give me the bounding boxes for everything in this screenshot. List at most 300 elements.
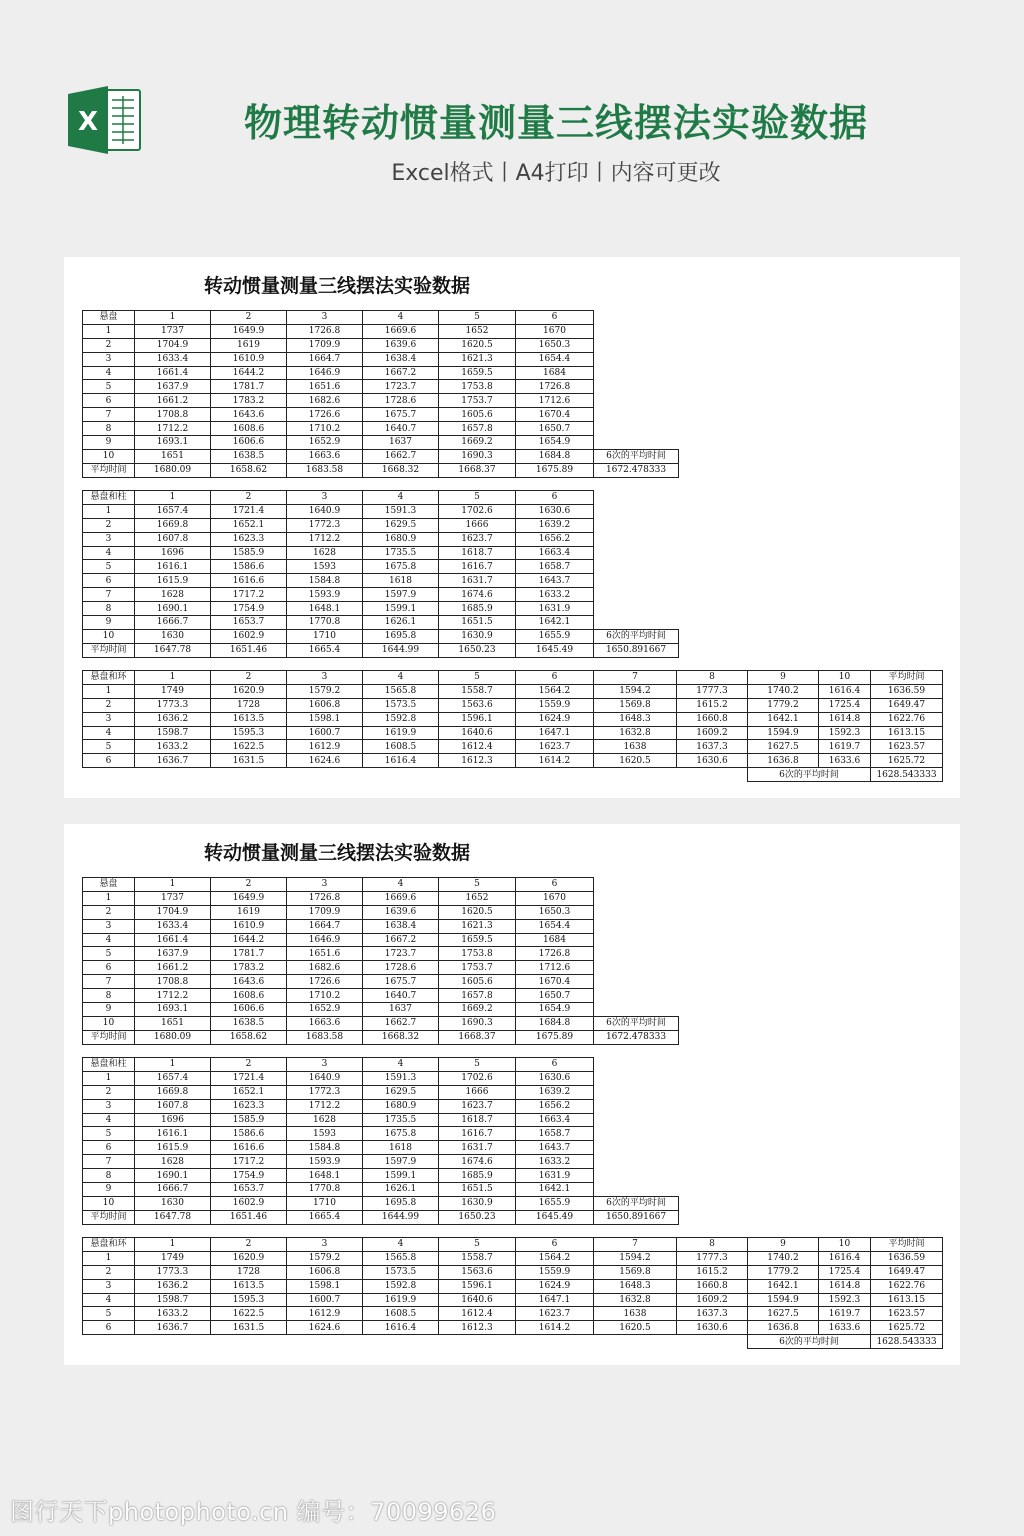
table-cell: 1680.9 <box>363 532 439 546</box>
column-header: 5 <box>439 1058 516 1072</box>
table-cell: 1655.9 <box>516 1196 594 1210</box>
column-header: 4 <box>363 311 439 325</box>
table-cell: 1643.7 <box>516 1141 594 1155</box>
table-row <box>83 1127 679 1141</box>
table-row <box>83 1251 943 1265</box>
table-cell: 1675.7 <box>363 408 439 422</box>
column-header: 4 <box>363 1058 439 1072</box>
table-cell: 1669.2 <box>439 1003 516 1017</box>
table-cell: 1630 <box>135 629 211 643</box>
table-cell: 1584.8 <box>287 574 363 588</box>
table-row <box>83 366 679 380</box>
table-cell: 1618 <box>363 574 439 588</box>
table-cell: 1642.1 <box>516 1183 594 1197</box>
table-row <box>83 518 679 532</box>
column-header: 4 <box>363 491 439 505</box>
table-cell: 1636.7 <box>135 1321 211 1335</box>
average-cell: 1658.62 <box>211 1030 287 1044</box>
table-cell: 1639.6 <box>363 905 439 919</box>
table-cell: 1693.1 <box>135 1003 211 1017</box>
table-cell: 1685.9 <box>439 1169 516 1183</box>
table-cell: 1579.2 <box>287 1251 363 1265</box>
table-row <box>83 712 943 726</box>
average-value: 1650.891667 <box>594 643 679 657</box>
average-cell: 1668.37 <box>439 463 516 477</box>
table-cell: 1690.3 <box>439 1016 516 1030</box>
table-cell: 1631.7 <box>439 1141 516 1155</box>
table-cell: 1627.5 <box>748 740 819 754</box>
table-cell: 1636.2 <box>135 712 211 726</box>
table-cell: 1652.1 <box>211 518 287 532</box>
table-row <box>83 975 679 989</box>
table-cell: 1630.6 <box>677 1321 748 1335</box>
table-cell: 1781.7 <box>211 380 287 394</box>
table-cell: 1595.3 <box>211 726 287 740</box>
table-cell: 1596.1 <box>439 712 516 726</box>
column-header: 3 <box>287 1058 363 1072</box>
table-row <box>83 504 679 518</box>
table-row <box>83 352 679 366</box>
table-cell: 1661.2 <box>135 394 211 408</box>
table-cell: 1643.7 <box>516 574 594 588</box>
table-cell: 1600.7 <box>287 726 363 740</box>
table-cell: 1623.7 <box>516 1307 594 1321</box>
table-cell: 1648.3 <box>594 712 677 726</box>
column-header: 1 <box>135 1238 211 1252</box>
table-cell: 1723.7 <box>363 947 439 961</box>
table-cell: 1605.6 <box>439 975 516 989</box>
table-cell: 1726.6 <box>287 975 363 989</box>
table-cell: 1631.7 <box>439 574 516 588</box>
table-row <box>83 629 679 643</box>
table-cell: 1657.8 <box>439 422 516 436</box>
empty-cell <box>594 602 679 616</box>
sheet-preview-2 <box>64 824 960 1365</box>
table-cell: 7 <box>83 1155 135 1169</box>
table-cell: 1607.8 <box>135 1099 211 1113</box>
empty-cell <box>594 1071 679 1085</box>
table-cell: 1612.3 <box>439 1321 516 1335</box>
table-cell: 1781.7 <box>211 947 287 961</box>
table-cell: 1602.9 <box>211 629 287 643</box>
table-cell: 1600.7 <box>287 1293 363 1307</box>
table-cell: 1640.9 <box>287 1071 363 1085</box>
table-cell: 1696 <box>135 546 211 560</box>
table-cell: 3 <box>83 532 135 546</box>
table-row <box>83 989 679 1003</box>
table-cell: 1636.2 <box>135 1279 211 1293</box>
table-cell: 1777.3 <box>677 1251 748 1265</box>
table-row <box>83 532 679 546</box>
column-header: 2 <box>211 1238 287 1252</box>
empty-cell <box>594 588 679 602</box>
sheet-title: 转动惯量测量三线摆法实验数据 <box>203 275 470 297</box>
empty-cell <box>439 1335 516 1349</box>
table-cell: 1726.6 <box>287 408 363 422</box>
table-cell: 1608.6 <box>211 422 287 436</box>
table-cell: 1666 <box>439 518 516 532</box>
table-cell: 1753.8 <box>439 380 516 394</box>
table-cell: 1696 <box>135 1113 211 1127</box>
table-cell: 1620.9 <box>211 1251 287 1265</box>
table-cell: 1648.1 <box>287 602 363 616</box>
table-cell: 1638.4 <box>363 919 439 933</box>
table-cell: 1628 <box>287 546 363 560</box>
table-cell: 1749 <box>135 1251 211 1265</box>
table-row <box>83 1016 679 1030</box>
table-row <box>83 684 943 698</box>
table-cell: 1591.3 <box>363 1071 439 1085</box>
table-cell: 1638.5 <box>211 449 287 463</box>
table-cell: 1631.9 <box>516 602 594 616</box>
empty-cell <box>594 1335 677 1349</box>
empty-cell <box>677 768 748 782</box>
table-cell: 1 <box>83 1251 135 1265</box>
table-cell: 9 <box>83 436 135 450</box>
table-cell: 1616.6 <box>211 574 287 588</box>
table-cell: 1772.3 <box>287 518 363 532</box>
table-cell: 1643.6 <box>211 408 287 422</box>
column-header: 10 <box>819 671 871 685</box>
average-cell: 1668.32 <box>363 463 439 477</box>
empty-cell <box>594 1058 679 1072</box>
table-cell: 1670 <box>516 324 594 338</box>
table-cell: 1712.2 <box>287 1099 363 1113</box>
table-cell: 1632.8 <box>594 726 677 740</box>
table-cell: 1559.9 <box>516 1265 594 1279</box>
table-cell: 4 <box>83 933 135 947</box>
table-cell: 1670.4 <box>516 408 594 422</box>
table-row <box>83 602 679 616</box>
empty-cell <box>594 1113 679 1127</box>
table-cell: 1695.8 <box>363 629 439 643</box>
empty-cell <box>594 919 679 933</box>
table-cell: 1640.7 <box>363 422 439 436</box>
table-cell: 1615.9 <box>135 1141 211 1155</box>
average-label: 6次的平均时间 <box>594 1196 679 1210</box>
table-cell: 1623.7 <box>439 532 516 546</box>
empty-cell <box>594 1003 679 1017</box>
table-row <box>83 1293 943 1307</box>
table-cell: 1642.1 <box>748 1279 819 1293</box>
column-header: 悬盘和柱 <box>83 491 135 505</box>
table-cell: 1663.4 <box>516 1113 594 1127</box>
table-cell: 1663.6 <box>287 1016 363 1030</box>
table-cell: 3 <box>83 712 135 726</box>
table-row <box>83 1071 679 1085</box>
average-cell: 1645.49 <box>516 643 594 657</box>
table-cell: 1753.7 <box>439 961 516 975</box>
table-cell: 1606.8 <box>287 1265 363 1279</box>
watermark: 图行天下photophoto.cn 编号：70099626 <box>10 1498 497 1526</box>
table-cell: 1628 <box>135 1155 211 1169</box>
column-header: 1 <box>135 491 211 505</box>
table-cell: 1721.4 <box>211 504 287 518</box>
table-cell: 4 <box>83 726 135 740</box>
table-row <box>83 380 679 394</box>
table-cell: 1772.3 <box>287 1085 363 1099</box>
column-header: 7 <box>594 671 677 685</box>
table-cell: 1684 <box>516 366 594 380</box>
table-cell: 1637.3 <box>677 1307 748 1321</box>
table-cell: 7 <box>83 408 135 422</box>
table-cell: 1646.9 <box>287 933 363 947</box>
column-header: 2 <box>211 311 287 325</box>
table-cell: 1638 <box>594 740 677 754</box>
table-cell: 1616.4 <box>363 1321 439 1335</box>
table-cell: 1770.8 <box>287 616 363 630</box>
table-cell: 1616.4 <box>819 684 871 698</box>
table-cell: 1710.2 <box>287 989 363 1003</box>
table-cell: 1636.59 <box>871 1251 943 1265</box>
table-cell: 1609.2 <box>677 726 748 740</box>
column-header: 10 <box>819 1238 871 1252</box>
table-cell: 1623.7 <box>439 1099 516 1113</box>
table-cell: 1623.3 <box>211 1099 287 1113</box>
table-cell: 1620.5 <box>594 754 677 768</box>
average-cell: 1665.4 <box>287 1210 363 1224</box>
table-cell: 1659.5 <box>439 933 516 947</box>
column-header: 6 <box>516 1058 594 1072</box>
empty-cell <box>594 366 679 380</box>
empty-cell <box>594 1183 679 1197</box>
excel-icon-letter: X <box>77 107 99 137</box>
column-header: 6 <box>516 311 594 325</box>
average-value: 1628.543333 <box>871 1335 943 1349</box>
table-cell: 1584.8 <box>287 1141 363 1155</box>
table-cell: 1640.6 <box>439 1293 516 1307</box>
table-cell: 1637.9 <box>135 947 211 961</box>
table-cell: 1702.6 <box>439 1071 516 1085</box>
table-cell: 1 <box>83 684 135 698</box>
table-cell: 1662.7 <box>363 449 439 463</box>
table-cell: 1632.8 <box>594 1293 677 1307</box>
average-cell: 1651.46 <box>211 1210 287 1224</box>
empty-cell <box>594 878 679 892</box>
table-cell: 1749 <box>135 684 211 698</box>
table-cell: 1638 <box>594 1307 677 1321</box>
table-row <box>83 324 679 338</box>
table-cell: 5 <box>83 380 135 394</box>
empty-cell <box>677 1335 748 1349</box>
table-cell: 1616.7 <box>439 560 516 574</box>
table-cell: 1675.8 <box>363 560 439 574</box>
average-cell: 1644.99 <box>363 643 439 657</box>
table-cell: 1607.8 <box>135 532 211 546</box>
table-cell: 1621.3 <box>439 919 516 933</box>
table-row <box>83 961 679 975</box>
average-cell: 平均时间 <box>83 1030 135 1044</box>
table-cell: 1657.4 <box>135 1071 211 1085</box>
table-cell: 1624.9 <box>516 712 594 726</box>
table-cell: 1586.6 <box>211 1127 287 1141</box>
empty-cell <box>594 768 677 782</box>
empty-cell <box>363 1335 439 1349</box>
table-cell: 1592.3 <box>819 726 871 740</box>
table-cell: 1656.2 <box>516 532 594 546</box>
table-cell: 1666.7 <box>135 1183 211 1197</box>
table-cell: 1599.1 <box>363 1169 439 1183</box>
table-cell: 1684.8 <box>516 1016 594 1030</box>
data-table-disk-and-cylinder <box>82 490 679 658</box>
column-header: 6 <box>516 878 594 892</box>
table-cell: 1639.2 <box>516 518 594 532</box>
table-cell: 1690.1 <box>135 602 211 616</box>
table-row <box>83 408 679 422</box>
data-table-disk-and-ring <box>82 1237 943 1349</box>
table-cell: 1618.7 <box>439 546 516 560</box>
column-header: 3 <box>287 671 363 685</box>
table-cell: 3 <box>83 919 135 933</box>
table-row <box>83 1085 679 1099</box>
table-cell: 1682.6 <box>287 961 363 975</box>
empty-cell <box>594 436 679 450</box>
table-cell: 1627.5 <box>748 1307 819 1321</box>
empty-cell <box>594 324 679 338</box>
table-cell: 1597.9 <box>363 588 439 602</box>
table-cell: 1725.4 <box>819 698 871 712</box>
table-cell: 1593.9 <box>287 1155 363 1169</box>
empty-cell <box>594 905 679 919</box>
table-cell: 1773.3 <box>135 698 211 712</box>
table-header-row <box>83 311 679 325</box>
table-cell: 8 <box>83 989 135 1003</box>
table-row <box>83 1155 679 1169</box>
table-cell: 1565.8 <box>363 1251 439 1265</box>
column-header: 1 <box>135 878 211 892</box>
column-header: 1 <box>135 671 211 685</box>
table-cell: 1657.8 <box>439 989 516 1003</box>
table-cell: 1637 <box>363 1003 439 1017</box>
empty-cell <box>594 1099 679 1113</box>
table-cell: 8 <box>83 1169 135 1183</box>
empty-cell <box>135 1335 211 1349</box>
table-cell: 1640.7 <box>363 989 439 1003</box>
table-cell: 1624.6 <box>287 1321 363 1335</box>
empty-cell <box>516 1335 594 1349</box>
table-cell: 1664.7 <box>287 352 363 366</box>
table-cell: 1619.9 <box>363 726 439 740</box>
table-cell: 1628 <box>287 1113 363 1127</box>
column-header: 3 <box>287 1238 363 1252</box>
empty-cell <box>594 380 679 394</box>
average-cell: 1650.23 <box>439 643 516 657</box>
table-cell: 1626.1 <box>363 1183 439 1197</box>
table-cell: 1629.5 <box>363 518 439 532</box>
table-cell: 1651.5 <box>439 1183 516 1197</box>
table-row <box>83 1113 679 1127</box>
empty-cell <box>594 1085 679 1099</box>
table-cell: 1685.9 <box>439 602 516 616</box>
column-header: 2 <box>211 491 287 505</box>
table-cell: 1721.4 <box>211 1071 287 1085</box>
table-row <box>83 1307 943 1321</box>
table-cell: 1598.7 <box>135 726 211 740</box>
table-cell: 1783.2 <box>211 961 287 975</box>
table-cell: 1613.5 <box>211 712 287 726</box>
empty-cell <box>83 768 135 782</box>
empty-cell <box>594 616 679 630</box>
average-label: 6次的平均时间 <box>594 1016 679 1030</box>
table-cell: 1593.9 <box>287 588 363 602</box>
table-cell: 1619 <box>211 905 287 919</box>
table-cell: 1728 <box>211 1265 287 1279</box>
table-row <box>83 754 943 768</box>
table-cell: 1614.8 <box>819 1279 871 1293</box>
empty-cell <box>287 768 363 782</box>
average-value: 1628.543333 <box>871 768 943 782</box>
column-header: 悬盘和环 <box>83 1238 135 1252</box>
table-cell: 1629.5 <box>363 1085 439 1099</box>
empty-cell <box>594 338 679 352</box>
page-title: 物理转动惯量测量三线摆法实验数据 <box>243 101 868 145</box>
table-cell: 1651 <box>135 1016 211 1030</box>
table-cell: 1682.6 <box>287 394 363 408</box>
column-header: 2 <box>211 1058 287 1072</box>
table-cell: 1658.7 <box>516 560 594 574</box>
column-header: 4 <box>363 1238 439 1252</box>
table-row <box>83 422 679 436</box>
table-cell: 1651.6 <box>287 947 363 961</box>
table-cell: 1709.9 <box>287 338 363 352</box>
table-cell: 1612.9 <box>287 740 363 754</box>
table-cell: 1618.7 <box>439 1113 516 1127</box>
table-cell: 1633.4 <box>135 919 211 933</box>
table-cell: 1737 <box>135 891 211 905</box>
table-cell: 6 <box>83 1141 135 1155</box>
table-cell: 4 <box>83 1113 135 1127</box>
table-cell: 1630.9 <box>439 629 516 643</box>
data-table-suspended-disk <box>82 877 679 1045</box>
table-cell: 1709.9 <box>287 905 363 919</box>
table-cell: 1669.8 <box>135 1085 211 1099</box>
table-cell: 1626.1 <box>363 616 439 630</box>
column-header: 7 <box>594 1238 677 1252</box>
empty-cell <box>594 518 679 532</box>
empty-cell <box>594 408 679 422</box>
table-cell: 1666.7 <box>135 616 211 630</box>
table-cell: 5 <box>83 1127 135 1141</box>
table-cell: 1609.2 <box>677 1293 748 1307</box>
average-row <box>83 1210 679 1224</box>
table-cell: 1666 <box>439 1085 516 1099</box>
empty-cell <box>594 546 679 560</box>
column-header: 5 <box>439 491 516 505</box>
table-cell: 1559.9 <box>516 698 594 712</box>
table-cell: 1648.3 <box>594 1279 677 1293</box>
table-cell: 1630.6 <box>516 504 594 518</box>
table-cell: 1602.9 <box>211 1196 287 1210</box>
table-cell: 1753.8 <box>439 947 516 961</box>
table-cell: 1654.4 <box>516 352 594 366</box>
column-header: 2 <box>211 878 287 892</box>
table-cell: 10 <box>83 1016 135 1030</box>
table-cell: 1658.7 <box>516 1127 594 1141</box>
average-value: 1672.478333 <box>594 1030 679 1044</box>
table-cell: 1598.7 <box>135 1293 211 1307</box>
table-cell: 1735.5 <box>363 546 439 560</box>
table-cell: 1647.1 <box>516 1293 594 1307</box>
table-cell: 1649.9 <box>211 324 287 338</box>
table-cell: 1637.9 <box>135 380 211 394</box>
empty-cell <box>594 891 679 905</box>
table-row <box>83 574 679 588</box>
empty-cell <box>211 768 287 782</box>
table-cell: 1633.2 <box>516 588 594 602</box>
table-cell: 1649.47 <box>871 698 943 712</box>
table-cell: 1642.1 <box>748 712 819 726</box>
empty-cell <box>439 768 516 782</box>
